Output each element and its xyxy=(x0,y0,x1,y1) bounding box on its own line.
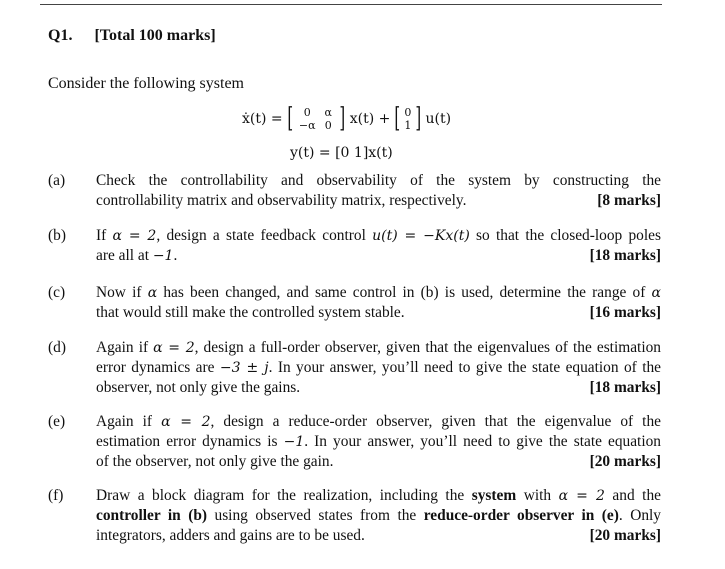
alpha-value: α = 2 xyxy=(112,228,157,244)
part-marks: [20 marks] xyxy=(589,527,661,544)
matrix-a-cell: 0 xyxy=(324,119,332,132)
question-number: Q1. xyxy=(48,27,73,44)
part-marks: [20 marks] xyxy=(589,453,661,470)
matrix-a-cell: 0 xyxy=(303,106,311,119)
part-label: (e) xyxy=(48,413,66,430)
bold-term: reduce-order observer in (e) xyxy=(423,507,619,524)
part-text-line: error dynamics are −3 ± j. In your answer, you’ll need to give the state equation of the xyxy=(96,359,662,376)
part-text-line: estimation error dynamics is −1. In your answer, you’ll need to give the state equation xyxy=(96,433,661,450)
part-label: (a) xyxy=(48,172,66,189)
matrix-b-cell: 1 xyxy=(404,119,412,132)
left-bracket: [ xyxy=(394,103,401,134)
right-bracket: ] xyxy=(415,103,422,134)
part-text-line: that would still make the controlled system stable. [16 marks] xyxy=(96,304,661,321)
bold-term: controller in (b) xyxy=(96,507,208,524)
part-marks: [8 marks] xyxy=(597,192,661,209)
state-equation xyxy=(242,104,451,134)
matrix-b-cell: 0 xyxy=(404,106,412,119)
state-x-term: x(t) + xyxy=(349,111,391,127)
left-bracket: [ xyxy=(287,103,293,134)
part-text-line: observer, not only give the gains. [18 marks] xyxy=(96,379,661,396)
part-text-line: Again if α = 2, design a reduce-order observer, given that the eigenvalue of the xyxy=(96,413,661,430)
alpha-value: α = 2 xyxy=(558,488,605,504)
pole-value: −1 xyxy=(152,248,174,264)
output-equation: y(t) = [0 1]x(t) xyxy=(290,145,393,161)
part-marks: [18 marks] xyxy=(589,379,661,396)
state-lhs: ẋ(t) = xyxy=(242,111,283,127)
matrix-a-cell: α xyxy=(324,106,332,119)
part-text-line: are all at −1. [18 marks] xyxy=(96,247,661,264)
part-label: (d) xyxy=(48,339,66,356)
part-marks: [16 marks] xyxy=(589,304,661,321)
matrix-a-cell: −α xyxy=(298,119,316,132)
eigenvalue: −1 xyxy=(283,434,305,450)
matrix-a xyxy=(285,104,348,134)
part-label: (f) xyxy=(48,487,64,504)
part-text-line: Check the controllability and observability of the system by constructing the xyxy=(96,172,661,189)
question-heading xyxy=(48,27,216,45)
part-text-line: Again if α = 2, design a full-order observer, given that the eigenvalues of the estimation xyxy=(96,339,661,356)
eigenvalue: −3 ± j xyxy=(219,360,269,376)
bold-term: system xyxy=(471,487,517,504)
control-law: u(t) = −Kx(t) xyxy=(372,228,470,244)
part-text-line: of the observer, not only give the gain. [20 marks] xyxy=(96,453,661,470)
part-text-line: controller in (b) using observed states from the reduce-order observer in (e). Only xyxy=(96,507,661,524)
alpha-value: α = 2 xyxy=(153,340,195,356)
part-marks: [18 marks] xyxy=(589,247,661,264)
matrix-b xyxy=(392,104,423,134)
alpha-value: α = 2 xyxy=(161,414,211,430)
question-intro: Consider the following system xyxy=(48,75,244,92)
top-rule xyxy=(40,4,662,5)
part-text-line: integrators, adders and gains are to be used. [20 marks] xyxy=(96,527,661,544)
alpha-symbol: α xyxy=(147,285,158,301)
right-bracket: ] xyxy=(339,103,346,134)
part-text-line: Draw a block diagram for the realization, including the system with α = 2 and the xyxy=(96,487,661,504)
part-text-line: If α = 2, design a state feedback control u(t) = −Kx(t) so that the closed-loop poles xyxy=(96,227,661,244)
question-total-marks: [Total 100 marks] xyxy=(94,27,216,44)
part-label: (c) xyxy=(48,284,66,301)
state-u-term: u(t) xyxy=(425,111,452,127)
part-text-line: Now if α has been changed, and same control in (b) is used, determine the range of α xyxy=(96,284,661,301)
alpha-symbol: α xyxy=(651,285,661,301)
part-label: (b) xyxy=(48,227,66,244)
part-text-line: controllability matrix and observability matrix, respectively. [8 marks] xyxy=(96,192,661,209)
